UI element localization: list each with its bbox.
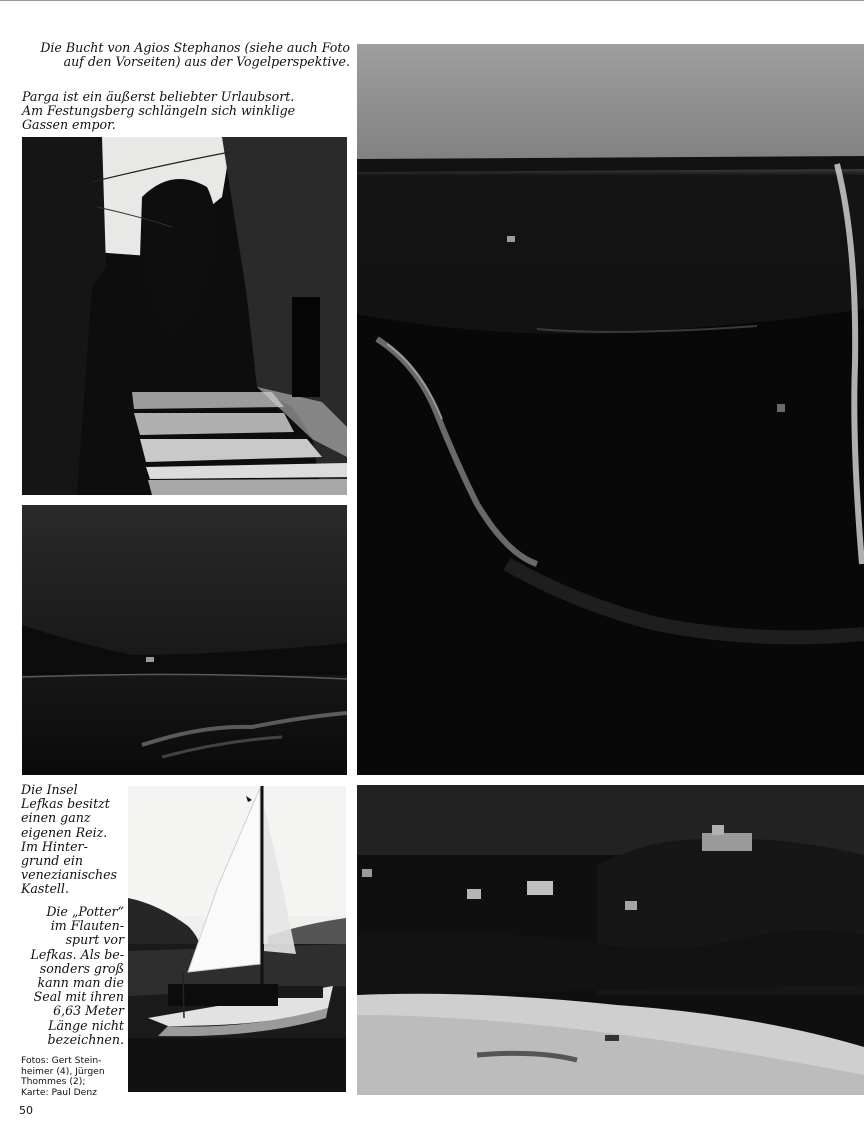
caption-line: Lefkas besitzt	[21, 796, 110, 812]
photo-credits	[21, 1056, 133, 1098]
caption-line: 6,63 Meter	[53, 1003, 124, 1019]
caption-line: Am Festungsberg schlängeln sich winklige	[22, 103, 296, 119]
caption-line: Länge nicht	[48, 1017, 124, 1033]
caption-line: auf den Vorseiten) aus der Vogelperspektive.	[63, 54, 350, 70]
caption-line: Parga ist ein äußerst beliebter Urlaubsort.	[22, 89, 295, 104]
caption-line: Gassen empor.	[22, 117, 116, 133]
caption-agios-stephanos	[20, 41, 350, 69]
caption-line: bezeichnen.	[47, 1031, 124, 1047]
top-border	[0, 0, 864, 1]
caption-line: kann man die	[37, 975, 124, 991]
photo-aerial-bay	[357, 44, 864, 775]
caption-line: Die Insel	[21, 782, 78, 797]
credits-line: Thommes (2);	[21, 1076, 86, 1087]
caption-lefkas	[21, 783, 126, 897]
caption-line: Kastell.	[21, 881, 69, 897]
caption-line: Die „Potter“	[46, 904, 124, 919]
caption-line: venezianisches	[21, 867, 117, 883]
caption-line: Im Hinter-	[21, 838, 88, 854]
page-number: 50	[19, 1104, 33, 1117]
caption-line: sonders groß	[39, 960, 124, 976]
photo-parga-alley	[22, 137, 347, 495]
caption-line: im Flauten-	[50, 918, 124, 934]
photo-agios-stephanos-bay	[22, 505, 347, 775]
caption-potter	[20, 905, 124, 1047]
caption-parga	[22, 90, 352, 133]
caption-line: Lefkas. Als be-	[30, 946, 124, 962]
caption-line: Die Bucht von Agios Stephanos (siehe auch Foto	[40, 40, 350, 55]
photo-sailboat-potter	[128, 786, 346, 1092]
caption-line: eigenen Reiz.	[21, 824, 108, 840]
caption-line: Seal mit ihren	[33, 989, 124, 1005]
credits-line: heimer (4), Jürgen	[21, 1065, 105, 1077]
caption-line: spurt vor	[65, 932, 124, 948]
caption-line: grund ein	[21, 853, 83, 869]
photo-beach-castle	[357, 785, 864, 1095]
credits-line: Karte: Paul Denz	[21, 1086, 97, 1098]
caption-line: einen ganz	[21, 810, 91, 826]
credits-line: Fotos: Gert Stein-	[21, 1055, 102, 1066]
